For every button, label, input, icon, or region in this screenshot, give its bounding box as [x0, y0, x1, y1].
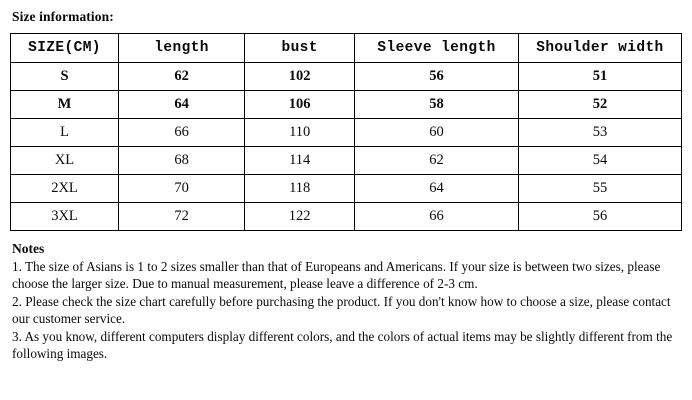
cell-bust: 106 [245, 91, 355, 119]
cell-size: XL [11, 147, 119, 175]
column-header-sleeve-length: Sleeve length [355, 34, 519, 63]
note-item: 3. As you know, different computers display different colors, and the colors of actual items may be slightly different from the following images. [12, 328, 673, 362]
cell-size: S [11, 63, 119, 91]
table-row [11, 147, 682, 175]
cell-sleeve: 62 [355, 147, 519, 175]
note-item: 2. Please check the size chart carefully before purchasing the product. If you don't know how to choose a size, please contact our customer service. [12, 293, 671, 327]
cell-shoulder: 51 [518, 63, 681, 91]
table-row [11, 91, 682, 119]
cell-shoulder: 56 [518, 203, 681, 231]
cell-bust: 110 [245, 119, 355, 147]
size-chart-table [10, 33, 682, 231]
table-body [11, 63, 682, 231]
note-item: 1. The size of Asians is 1 to 2 sizes smaller than that of Europeans and Americans. If your size is between two sizes, please choose the larger size. Due to manual measurement, please leave a difference of 2-3 cm. [12, 259, 661, 292]
cell-bust: 118 [245, 175, 355, 203]
cell-sleeve: 64 [355, 175, 519, 203]
page-title: Size information: [12, 9, 114, 24]
cell-shoulder: 53 [518, 119, 681, 147]
column-header-size: SIZE(CM) [11, 34, 119, 63]
table-header-row [11, 34, 682, 63]
cell-size: 2XL [11, 175, 119, 203]
cell-length: 72 [119, 203, 245, 231]
column-header-bust: bust [245, 34, 355, 63]
cell-sleeve: 66 [355, 203, 519, 231]
cell-length: 66 [119, 119, 245, 147]
notes-section [10, 240, 682, 362]
cell-length: 64 [119, 91, 245, 119]
cell-size: 3XL [11, 203, 119, 231]
table-row [11, 175, 682, 203]
cell-shoulder: 52 [518, 91, 681, 119]
cell-bust: 122 [245, 203, 355, 231]
table-row [11, 203, 682, 231]
column-header-shoulder-width: Shoulder width [518, 34, 681, 63]
cell-length: 68 [119, 147, 245, 175]
table-row [11, 63, 682, 91]
cell-length: 62 [119, 63, 245, 91]
table-row [11, 119, 682, 147]
cell-sleeve: 60 [355, 119, 519, 147]
cell-sleeve: 58 [355, 91, 519, 119]
cell-length: 70 [119, 175, 245, 203]
cell-size: M [11, 91, 119, 119]
table-header [11, 34, 682, 63]
cell-size: L [11, 119, 119, 147]
column-header-length: length [119, 34, 245, 63]
cell-bust: 102 [245, 63, 355, 91]
cell-shoulder: 54 [518, 147, 681, 175]
cell-shoulder: 55 [518, 175, 681, 203]
cell-sleeve: 56 [355, 63, 519, 91]
cell-bust: 114 [245, 147, 355, 175]
notes-heading: Notes [12, 241, 45, 256]
